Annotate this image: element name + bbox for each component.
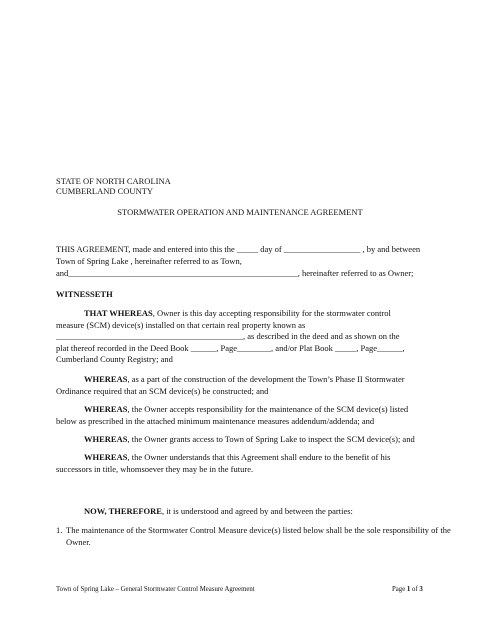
whereas-paragraph-line: WHEREAS, the Owner accepts responsibility for the maintenance of the SCM device(s) listed (84, 404, 409, 414)
intro-line: and______________________________________________________, hereinafter referred to as Owner; (56, 268, 414, 278)
state-heading: STATE OF NORTH CAROLINA (56, 176, 171, 186)
whereas-paragraph-line: Ordinance required that an SCM device(s) be constructed; and (56, 386, 269, 396)
whereas-paragraph-line: successors in title, whomsoever they may be in the future. (56, 464, 254, 474)
whereas-paragraph-line: Cumberland County Registry; and (56, 354, 173, 364)
whereas-lead: WHEREAS (84, 374, 128, 384)
footer-title: Town of Spring Lake – General Stormwater Control Measure Agreement (56, 586, 255, 593)
list-item-text: Owner. (66, 537, 91, 547)
document-title: STORMWATER OPERATION AND MAINTENANCE AGREEMENT (117, 207, 363, 217)
county-heading: CUMBERLAND COUNTY (56, 186, 154, 196)
whereas-paragraph-line: plat thereof recorded in the Deed Book ______, Page________, and/or Plat Book _____, Page______, (56, 343, 405, 353)
whereas-lead: WHEREAS (84, 434, 128, 444)
whereas-paragraph-line: below as prescribed in the attached minimum maintenance measures addendum/addenda; and (56, 416, 375, 426)
whereas-paragraph-line: WHEREAS, the Owner understands that this Agreement shall endure to the benefit of his (84, 452, 391, 462)
page-number: Page 1 of 3 (392, 586, 423, 593)
whereas-paragraph-line: ____________________________________________, as described in the deed and as shown on the (56, 331, 400, 341)
whereas-paragraph-line: THAT WHEREAS, Owner is this day accepting responsibility for the stormwater control (84, 308, 391, 318)
whereas-lead: WHEREAS (84, 452, 128, 462)
therefore-lead: NOW, THEREFORE (84, 506, 162, 516)
therefore-paragraph: NOW, THEREFORE, it is understood and agreed by and between the parties: (84, 506, 353, 516)
whereas-paragraph-line: WHEREAS, as a part of the construction of the development the Town’s Phase II Stormwater (84, 374, 405, 384)
intro-line: THIS AGREEMENT, made and entered into this the _____ day of __________________ , by and between (56, 244, 421, 254)
whereas-paragraph-line: measure (SCM) device(s) installed on that certain real property known as (56, 320, 306, 330)
whereas-lead: WHEREAS (84, 404, 128, 414)
intro-line: Town of Spring Lake , hereinafter referred to as Town, (56, 256, 242, 266)
list-item-number: 1. (56, 525, 63, 535)
whereas-lead: THAT WHEREAS (84, 308, 153, 318)
whereas-paragraph-line: WHEREAS, the Owner grants access to Town of Spring Lake to inspect the SCM device(s); and (84, 434, 415, 444)
witnesseth-heading: WITNESSETH (56, 289, 113, 299)
list-item-text: The maintenance of the Stormwater Control Measure device(s) listed below shall be the sole responsibility of the (66, 525, 451, 535)
